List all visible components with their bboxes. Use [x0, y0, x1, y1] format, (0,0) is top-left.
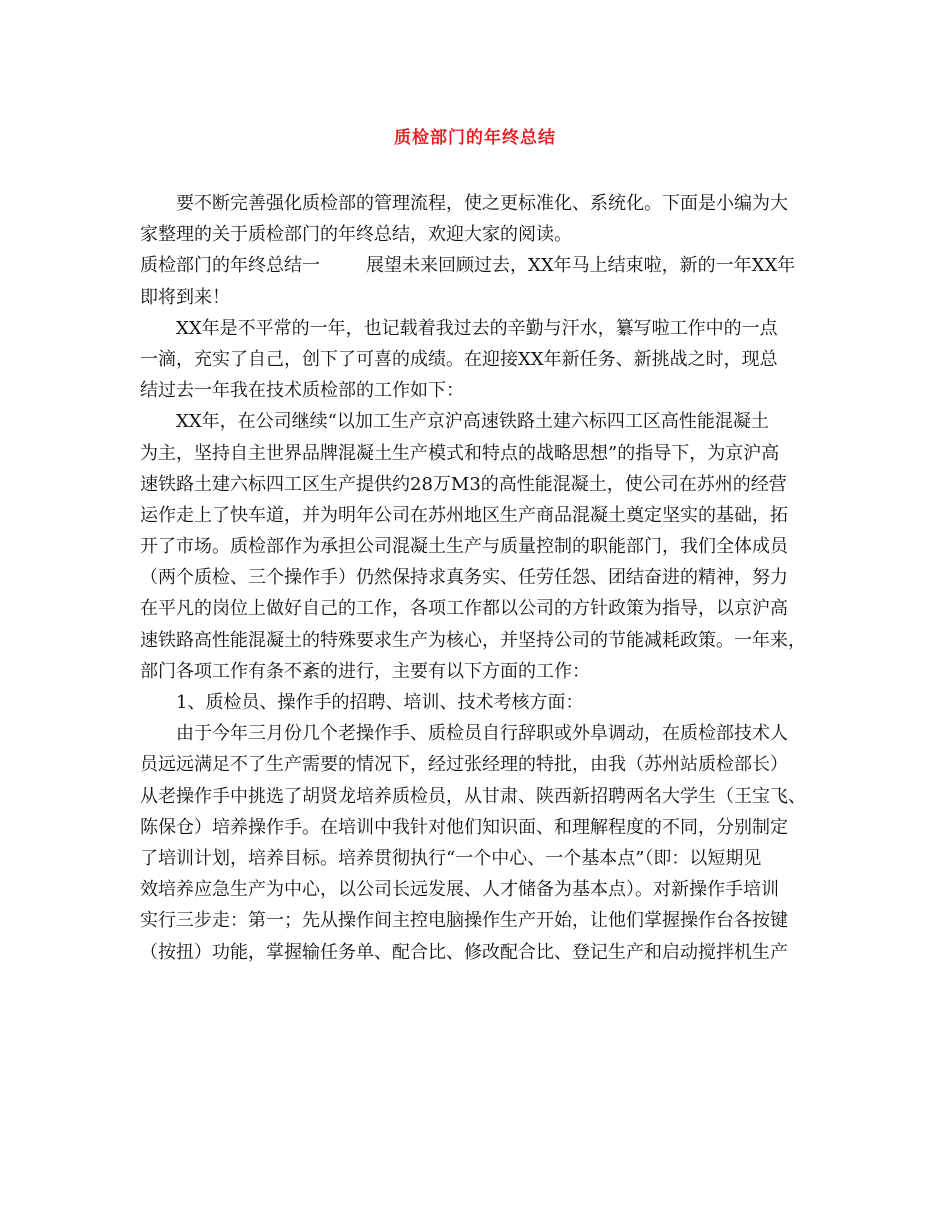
document-title: 质检部门的年终总结	[394, 128, 556, 148]
body-line: 开了市场。质检部作为承担公司混凝土生产与质量控制的职能部门，我们全体成员	[140, 536, 788, 558]
body-line: 由于今年三月份几个老操作手、质检员自行辞职或外阜调动，在质检部技术人	[176, 723, 788, 745]
body-line: 陈保仓）培养操作手。在培训中我针对他们知识面、和理解程度的不同，分别制定	[140, 816, 788, 838]
body-text: 展望未来回顾过去，XX年马上结束啦，新的一年XX年	[366, 255, 796, 277]
body-line: 员远远满足不了生产需要的情况下，经过张经理的特批，由我（苏州站质检部长）	[140, 754, 788, 776]
body-line: 部门各项工作有条不紊的进行，主要有以下方面的工作：	[140, 660, 590, 682]
document-body	[140, 188, 825, 968]
body-line: 在平凡的岗位上做好自己的工作，各项工作都以公司的方针政策为指导，以京沪高	[140, 598, 788, 620]
section-heading: 质检部门的年终总结一	[140, 255, 320, 277]
body-line: 家整理的关于质检部门的年终总结，欢迎大家的阅读。	[140, 224, 572, 246]
body-line: （按扭）功能，掌握输任务单、配合比、修改配合比、登记生产和启动搅拌机生产	[140, 941, 788, 963]
body-line: 了培训计划，培养目标。培养贯彻执行“一个中心、一个基本点”（即：以短期见	[140, 847, 762, 869]
body-line: 速铁路土建六标四工区生产提供约28万M3的高性能混凝土，使公司在苏州的经营	[140, 473, 787, 495]
body-line: XX年，在公司继续“以加工生产京沪高速铁路土建六标四工区高性能混凝土	[176, 411, 769, 433]
subheading-line: 1、质检员、操作手的招聘、培训、技术考核方面：	[176, 692, 584, 713]
body-line: 速铁路高性能混凝土的特殊要求生产为核心，并坚持公司的节能减耗政策。一年来，	[140, 629, 806, 651]
body-line: （两个质检、三个操作手）仍然保持求真务实、任劳任怨、团结奋进的精神，努力	[140, 567, 788, 589]
body-line: 即将到来！	[140, 286, 230, 308]
body-line: 要不断完善强化质检部的管理流程，使之更标准化、系统化。下面是小编为大	[176, 193, 788, 214]
body-line: 运作走上了快车道，并为明年公司在苏州地区生产商品混凝土奠定坚实的基础，拓	[140, 504, 788, 526]
body-line: 一滴，充实了自己，创下了可喜的成绩。在迎接XX年新任务、新挑战之时，现总	[140, 348, 778, 370]
body-line: 结过去一年我在技术质检部的工作如下：	[140, 380, 464, 402]
body-line: XX年是不平常的一年，也记载着我过去的辛勤与汗水，纂写啦工作中的一点	[176, 317, 778, 339]
section-heading-line	[140, 250, 825, 281]
body-line: 为主，坚持自主世界品牌混凝土生产模式和特点的战略思想”的指导下，为京沪高	[140, 442, 780, 464]
body-line: 从老操作手中挑选了胡贤龙培养质检员，从甘肃、陕西新招聘两名大学生（王宝飞、	[140, 785, 806, 807]
body-line: 效培养应急生产为中心，以公司长远发展、人才储备为基本点）。对新操作手培训	[140, 879, 779, 901]
body-line: 实行三步走：第一；先从操作间主控电脑操作生产开始，让他们掌握操作台各按键	[140, 910, 788, 932]
